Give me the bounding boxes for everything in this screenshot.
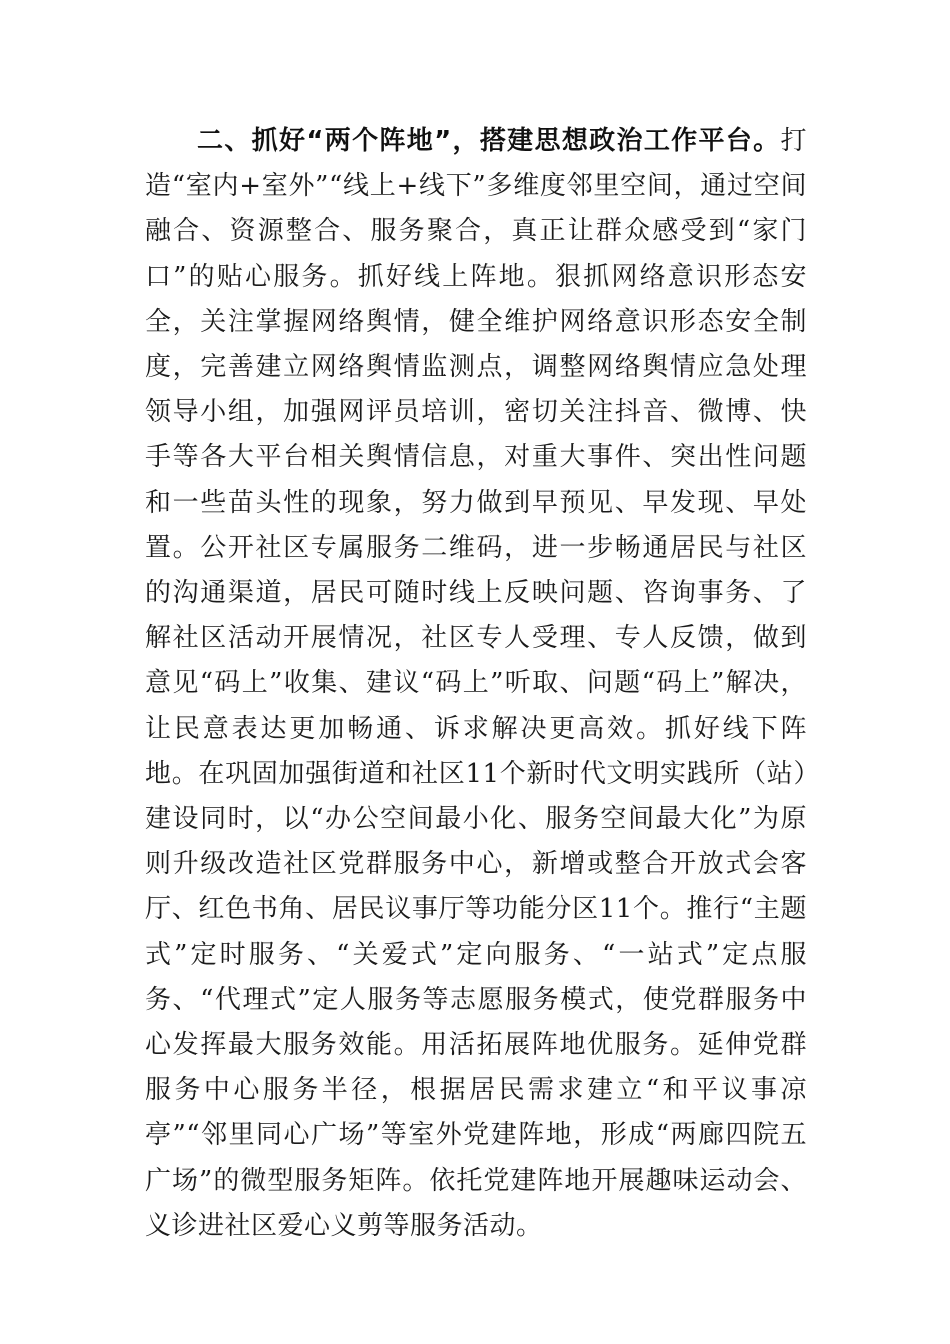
document-body bbox=[145, 119, 807, 1249]
paragraph-text: 打造“室内+室外”“线上+线下”多维度邻里空间，通过空间融合、资源整合、服务聚合，真正让群众感受到“家门口”的贴心服务。抓好线上阵地。狠抓网络意识形态安全，关注掌握网络舆情，健全维护网络意识形态安全制度，完善建立网络舆情监测点，调整网络舆情应急处理领导小组，加强网评员培训，密切关注抖音、微博、快手等各大平台相关舆情信息，对重大事件、突出性问题和一些苗头性的现象，努力做到早预见、早发现、早处置。公开社区专属服务二维码，进一步畅通居民与社区的沟通渠道，居民可随时线上反映问题、咨询事务、了解社区活动开展情况，社区专人受理、专人反馈，做到意见“码上”收集、建议“码上”听取、问题“码上”解决，让民意表达更加畅通、诉求解决更高效。抓好线下阵地。在巩固加强街道和社区11个新时代文明实践所（站）建设同时，以“办公空间最小化、服务空间最大化”为原则升级改造社区党群服务中心，新增或整合开放式会客厅、红色书角、居民议事厅等功能分区11个。推行“主题式”定时服务、“关爱式”定向服务、“一站式”定点服务、“代理式”定人服务等志愿服务模式，使党群服务中心发挥最大服务效能。用活拓展阵地优服务。延伸党群服务中心服务半径，根据居民需求建立“和平议事凉亭”“邻里同心广场”等室外党建阵地，形成“两廊四院五广场”的微型服务矩阵。依托党建阵地开展趣味运动会、义诊进社区爱心义剪等服务活动。 bbox=[145, 126, 807, 1241]
paragraph bbox=[145, 119, 807, 1249]
section-heading: 二、抓好“两个阵地”，搭建思想政治工作平台。 bbox=[197, 126, 781, 156]
